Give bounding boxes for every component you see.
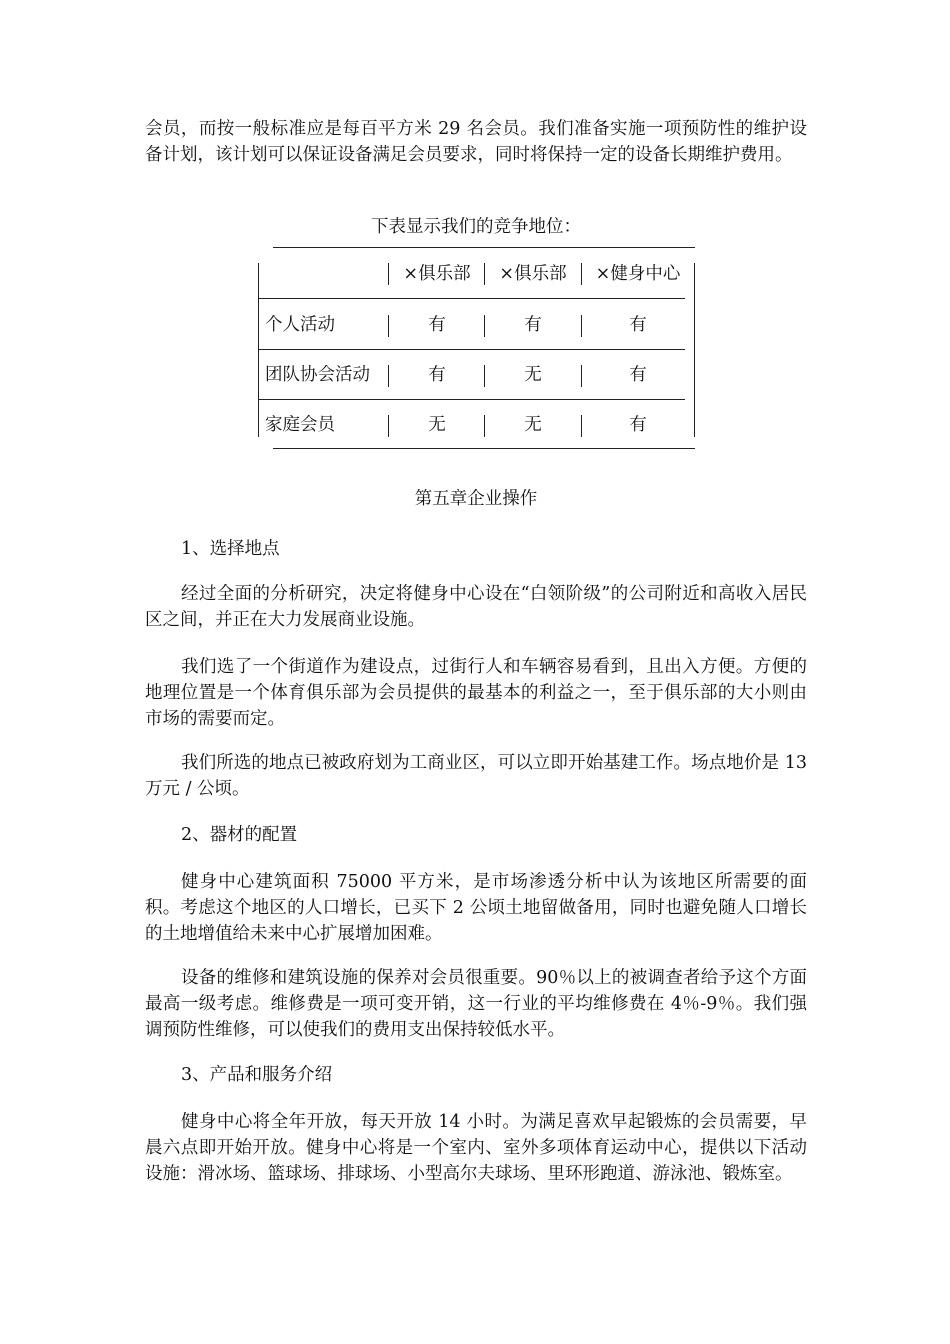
table-row-label: 个人活动 — [265, 315, 335, 335]
table-cell: 无 — [428, 415, 446, 435]
section-heading: 2、器材的配置 — [181, 825, 298, 845]
table-cell: 有 — [629, 365, 647, 385]
table-cell: 有 — [428, 315, 446, 335]
intro-paragraph: 会员，而按一般标准应是每百平方米 29 名会员。我们准备实施一项预防性的维护设备计划，该计划可以保证设备满足会员要求，同时将保持一定的设备长期维护费用。 — [145, 119, 807, 165]
table-cell: 无 — [524, 415, 542, 435]
table-row-label: 团队协会活动 — [265, 365, 370, 385]
chapter-title: 第五章企业操作 — [414, 489, 538, 509]
section-paragraph: 设备的维修和建筑设施的保养对会员很重要。90％以上的被调查者给予这个方面最高一级考虑。维修费是一项可变开销，这一行业的平均维修费在 4％-9％。我们强调预防性维修，可以使我们的费用支出保持较低水平。 — [145, 968, 807, 1040]
section-paragraph: 经过全面的分析研究，决定将健身中心设在“白领阶级”的公司附近和高收入居民区之间，并正在大力发展商业设施。 — [145, 584, 807, 630]
section-heading: 1、选择地点 — [181, 539, 280, 559]
table-row-label: 家庭会员 — [265, 415, 335, 435]
table-cell: 有 — [629, 415, 647, 435]
table-cell: 有 — [524, 315, 542, 335]
competition-table — [255, 245, 697, 451]
table-cell: 无 — [524, 365, 542, 385]
table-cell: 有 — [629, 315, 647, 335]
section-paragraph: 健身中心建筑面积 75000 平方米，是市场渗透分析中认为该地区所需要的面积。考虑这个地区的人口增长，已买下 2 公顷土地留做备用，同时也避免随人口增长的土地增值给未来中心扩展增加困难。 — [145, 872, 807, 944]
section-heading: 3、产品和服务介绍 — [181, 1065, 333, 1085]
table-cell: 有 — [428, 365, 446, 385]
table-caption: 下表显示我们的竞争地位： — [371, 217, 581, 237]
table-header-cell: ×俱乐部 — [499, 264, 567, 284]
table-header-cell: ×俱乐部 — [403, 264, 471, 284]
section-paragraph: 我们选了一个街道作为建设点，过街行人和车辆容易看到，且出入方便。方便的地理位置是一个体育俱乐部为会员提供的最基本的利益之一，至于俱乐部的大小则由市场的需要而定。 — [145, 657, 807, 729]
section-paragraph: 我们所选的地点已被政府划为工商业区，可以立即开始基建工作。场点地价是 13 万元 / 公顷。 — [145, 753, 807, 799]
table-header-cell — [265, 261, 385, 287]
section-paragraph: 健身中心将全年开放，每天开放 14 小时。为满足喜欢早起锻炼的会员需要，早晨六点即开始开放。健身中心将是一个室内、室外多项体育运动中心，提供以下活动设施：滑冰场、篮球场、排球场、小型高尔夫球场、里环形跑道、游泳池、锻炼室。 — [145, 1112, 807, 1184]
table-header-cell: ×健身中心 — [595, 264, 681, 284]
